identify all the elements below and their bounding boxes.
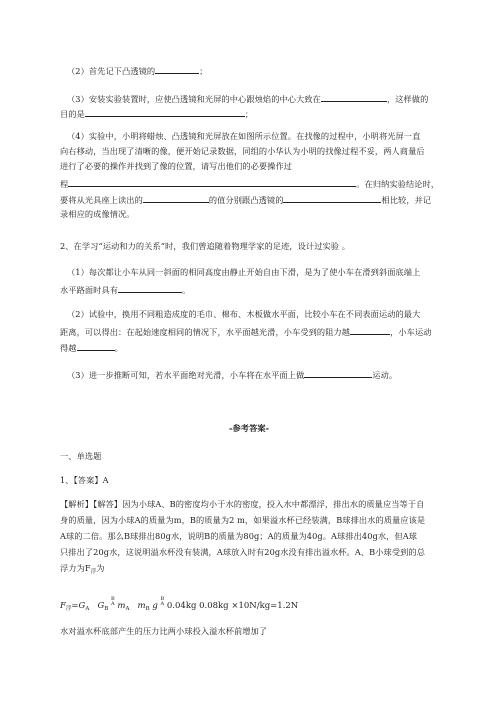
section-single-choice: 一、单选题 (60, 451, 102, 461)
q2-line-4a: （4）实验中，小明将蜡烛、凸透镜和光屏放在如图所示位置。在找像的过程中，小明将光屏一直 (67, 131, 421, 141)
q2-line-focal: （2）首先记下凸透镜的 ； (67, 66, 208, 76)
blank-friction[interactable] (350, 325, 390, 335)
blank-purpose[interactable] (85, 107, 245, 117)
explanation-line: 只排出了20g水，这说明溢水杯没有装满，A球放入时有20g水没有排出溢水杯。A、B小球受到的总 (60, 547, 425, 557)
explanation-line: A球的二倍。那么B球排出80g水，说明B的质量为80g；A的质量为40g。A球排出40g水，但A球 (60, 531, 418, 541)
answer-1-heading: 1、【答案】A (60, 475, 109, 485)
q3-part1-line2: 水平路面时具有 。 (60, 285, 191, 295)
q2-line-4b: 向右移动，当出现了清晰的像，便开始记录数据，同组的小华认为小明的找像过程不妥，两人商量后 (60, 146, 425, 156)
explanation-conclusion: 水对溢水杯底部产生的压力比两小球投入溢水杯前增加了 (60, 626, 268, 636)
blank-focal[interactable] (283, 193, 381, 203)
explanation-line-last: 浮力为$F_浮$为 (60, 563, 105, 575)
blank-distance-far[interactable] (77, 341, 115, 351)
q3-part1-line1: （1）每次都让小车从同一斜面的相同高度由静止开始自由下滑，是为了使小车在滑到斜面底端上 (67, 267, 421, 277)
explanation-line: 身的质量，因为小球A的质量为m，B的质量为2 m，如果溢水杯已经装满，B球排出水的质量应该是 (60, 515, 426, 525)
q2-line-4d: 程 。在归纳实验结论时， (60, 179, 440, 189)
q2-line-4e: 要将从光具座上读出的 的值分别跟凸透镜的 相比较，并记 (60, 195, 432, 205)
question-2-heading: 2、在学习“运动和力的关系”时，我们曾追随着物理学家的足迹，设计过实验 。 (60, 241, 351, 251)
q3-part2-line3: 得越 。 (60, 343, 123, 353)
blank-procedure[interactable] (68, 177, 356, 187)
blank-same-height[interactable] (321, 92, 387, 102)
blank-same-speed[interactable] (118, 283, 182, 293)
q3-part2-line2: 距离，可以得出：在起始速度相同的情况下，水平面越光滑，小车受到的阻力越 ，小车运动 (60, 327, 432, 337)
buoyancy-formula: $F_浮=G_A$ $G_B$ B A $m_A$ $m_B$ g B A 0.04kg 0.08kg ×10N/kg=1.2N (60, 596, 299, 612)
blank-focal-length[interactable] (155, 64, 199, 74)
fraction-stack: B A (110, 596, 115, 607)
q2-line-4c: 进行了必要的操作并找到了像的位置，请写出他们的必要操作过 (60, 161, 293, 171)
blank-distance[interactable] (143, 193, 209, 203)
explanation-line: 【解析】【解答】因为小球A、B的密度均小于水的密度，投入水中都漂浮，排出水的质量应当等于自 (60, 499, 425, 509)
fraction-stack-2: B A (160, 596, 165, 607)
answers-title: -参考答案- (229, 423, 270, 433)
q2-line-setup: （3）安装实验装置时，应使凸透镜和光屏的中心跟烛焰的中心大致在 ，这样做的 (67, 94, 429, 104)
q2-line-4f: 录相应的成像情况。 (60, 209, 135, 219)
q2-line-purpose: 目的是 ； (60, 109, 254, 119)
blank-motion[interactable] (304, 368, 372, 378)
q3-part2-line1: （2）试验中，换用不同粗造成度的毛巾、棉布、木板做水平面，比较小车在不同表面运动的最大 (67, 309, 421, 319)
q3-part3: （3）进一步推断可知，若水平面绝对光滑，小车将在水平面上做 运动。 (67, 370, 398, 380)
